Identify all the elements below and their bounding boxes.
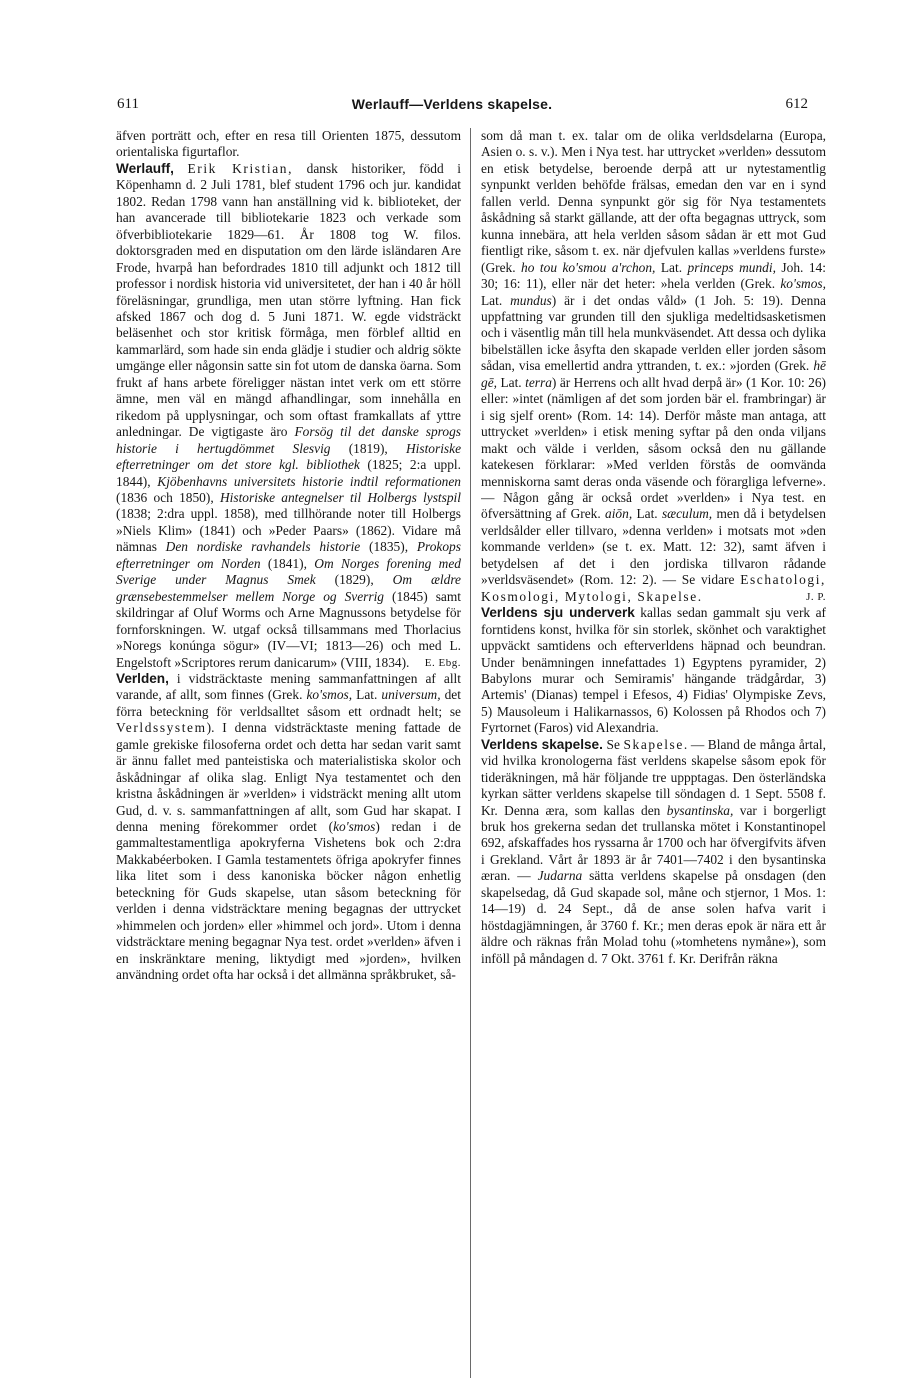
greek-term: hē gē,: [481, 358, 826, 390]
work-title: Prokops efterretninger om Norden: [116, 539, 461, 571]
cross-reference: Verldssystem: [116, 720, 207, 736]
work-title: Om ældre grænsebestemmelser mellem Norge og Sverrig: [116, 572, 461, 604]
greek-term: ko'smos: [333, 819, 376, 835]
author-signature: J. P.: [806, 590, 826, 603]
author-signature: E. Ebg.: [424, 656, 461, 669]
work-title: Kjöbenhavns universitets historie indtil reformationen: [157, 473, 461, 489]
left-page-number: 611: [117, 96, 139, 112]
work-title: Historiske antegnelser til Holbergs lystspil: [219, 489, 461, 505]
greek-term: ko'smos,: [780, 276, 826, 292]
cross-references: Eschatologi, Kosmologi, Mytologi, Skapelse.: [481, 572, 826, 604]
group-name: Judarna: [537, 868, 583, 884]
latin-term: universum,: [381, 687, 441, 703]
right-page-number: 612: [785, 96, 808, 112]
headword: Verldens sju underverk: [481, 605, 635, 621]
latin-term: mundus: [510, 292, 552, 308]
entry-werlauff: Werlauff, Erik Kristian, dansk historiker, född i Köpenhamn d. 2 Juli 1781, blef student 1796 och jur. kandidat 1802. Redan 1798 vann han anställning vid k. biblioteket, der han avancerade till bibliotekarie 1823 och verkade som öfverbibliotekarie 1829—61. År 1808 tog W. filos. doktorsgraden med en disputation om den lärde isländaren Are Frode, hvarpå han befordrades 1810 till adjunkt och 1812 till professor i nordisk historia vid universitetet, der han i 40 år höll föreläsningar, grundliga, men utan större lyftning. Han fick afsked 1867 och dog d. 5 Juni 1871. W. egde vidsträckt beläsenhet och stor kritisk förmåga, men förblef alltid en kammarlärd, som hade sin enda glädje i studier och aldrig sökte umgänge eller någonsin satte sin fot utom de danska öarna. Som frukt af hans arbete föreligger nästan intet verk om ett större ämne, men väl en mängd afhandlingar, som innehålla en rikedom på upplysningar, och som oftast framkallats af yttre anledningar. De vigtigaste äro Forsög til det danske sprogs historie i hertugdömmet Slesvig (1819), Historiske efterretninger om det store kgl. bibliothek (1825; 2:a uppl. 1844), Kjöbenhavns universitets historie indtil reformationen (1836 och 1850), Historiske antegnelser til Holbergs lystspil (1838; 2:dra uppl. 1858), med tillhörande noter till Holbergs »Niels Klim» (1841) och »Peder Paars» (1862). Vidare må nämnas Den nordiske ravhandels historie (1835), Prokops efterretninger om Norden (1841), Om Norges forening med Sverige under Magnus Smek (1829), Om ældre grænsebestemmelser mellem Norge og Sverrig (1845) samt skildringar af Oluf Worms och Arne Magnussons betydelse för fornforskningen. W. utgaf också tillsammans med Thorlacius »Noregs konúnga sögur» (IV—VI; 1813—26) och med L. Engelstoft »Scriptores rerum danicarum» (VIII, 1834). E. Ebg.: [116, 160, 461, 670]
headword: Werlauff,: [116, 160, 174, 176]
greek-term: ko'smos,: [306, 687, 353, 703]
latin-term: princeps mundi,: [687, 259, 776, 275]
work-title: Forsög til det danske sprogs historie i hertugdömmet Slesvig: [116, 424, 461, 456]
headword: Verlden,: [116, 670, 169, 686]
cross-reference: Skapelse: [623, 736, 684, 752]
latin-term: sæculum,: [661, 506, 713, 522]
entry-verlden-continued: som då man t. ex. talar om de olika verldsdelarna (Europa, Asien o. s. v.). Men i Nya test. har uttrycket »verlden» dessutom en etisk betydelse, beroende derpå att ur nytestamentlig synpunkt verlden behöfde frälsas, emedan den var en i synd fallen verld. Denna synpunkt gör sig för Nya testamentets åskådning så starkt gällande, att der ofta begagnas uttryck, som kunna innebära, att hela verlden såsom sådan är ett mot Gud fientligt rike, såsom t. ex. när djefvulen kallas »verldens furste» (Grek. ho tou ko'smou a'rchon, Lat. princeps mundi, Joh. 14: 30; 16: 11), eller när det heter: »hela verlden (Grek. ko'smos, Lat. mundus) är i det ondas våld» (1 Joh. 5: 19). Denna uppfattning var grunden till den sjukliga medeltidsasketismen och i väsentlig mån till hela munkväsendet. Att dessa och dylika bibelställen icke åsyfta den skapade verlden eller jorden såsom sådan, visa emellertid andra yttranden, t. ex.: »jorden (Grek. hē gē, Lat. terra) är Herrens och allt hvad derpå är» (1 Kor. 10: 26) eller: »intet (nämligen af det som jorden bär el. frambringar) är i sig sjelf orent» (Rom. 14: 14). Derför måste man antaga, att uttrycket »verlden» i etisk mening syftar på den onda viljans makt och välde i verlden, såsom också den nu gällande katekesen förklarar: »Med verlden förstås de oomvända menniskorna samt deras onda väsende och förargliga lefverne». — Någon gång är också ordet »verlden» i Nya test. en öfversättning af Grek. aiōn, Lat. sæculum, men då i betydelsen verldsålder eller tillvaro, »denna verlden» i motsats mot »den kommande verlden» (se t. ex. Matt. 12: 32), samt äfven i betydelsen af det i den jordiska tillvaron rådande »verldsväsendet» (Rom. 12: 2). — Se vidare Eschatologi, Kosmologi, Mytologi, Skapelse. J. P.: [481, 128, 826, 604]
right-column: [481, 128, 826, 1378]
latin-term: terra: [525, 374, 552, 390]
running-title: Werlauff—Verldens skapelse.: [351, 96, 553, 112]
era-name: bysantinska,: [666, 802, 734, 818]
person-name: Erik Kristian,: [187, 160, 294, 176]
continued-paragraph: äfven porträtt och, efter en resa till Orienten 1875, dessutom orientaliska figurtaflor.: [116, 128, 461, 160]
greek-term: ho tou ko'smou a'rchon,: [521, 259, 656, 275]
work-title: Om Norges forening med Sverige under Magnus Smek: [116, 555, 461, 588]
work-title: Historiske efterretninger om det store kgl. bibliothek: [116, 440, 461, 473]
entry-verldens-skapelse: Verldens skapelse. Se Skapelse. — Bland de många årtal, vid hvilka kronologerna fäst verldens skapelse såsom epok för tideräkningen, må här följande tre uppptagas. Den österländska kyrkan sätter verldens skapelse till söndagen d. 1 Sept. 5508 f. Kr. Denna æra, som kallas den bysantinska, var i borgerligt bruk hos grekerna sedan det trullanska mötet i Konstantinopel 692, afskaffades hos ryssarna år 1700 och har öfvergifvits äfven i Grekland. Vårt år 1893 är år 7401—7402 i den bysantinska æran. — Judarna sätta verldens skapelse på onsdagen (den skapelsedag, då Gud skapade sol, måne och stjernor, 1 Mos. 1: 14—19) d. 24 Sept., då de anse solen hafva varit i höstdagjämningen, år 3760 f. Kr.; men deras epok är nära ett år äldre och räknas från Molad tohu (»tomhetens nymåne»), som inföll på måndagen d. 7 Okt. 3761 f. Kr. Derifrån räkna: [481, 736, 826, 966]
headword: Verldens skapelse.: [481, 736, 603, 752]
left-column: [116, 128, 461, 1378]
entry-sju-underverk: Verldens sju underverk kallas sedan gammalt sju verk af forntidens konst, hvilka för sin storlek, skönhet och varaktighet uppväckt samtidens och efterverldens häpnad och beundran. Under benämningen innefattades 1) Egyptens pyramider, 2) Babylons murar och Semiramis' hängande trädgårdar, 3) Artemis' (Dianas) tempel i Efesos, 4) Fidias' Olympiske Zevs, 5) Mausoleum i Halikarnassos, 6) Kolossen på Rhodos och 7) Fyrtornet (Faros) vid Alexandria.: [481, 605, 826, 736]
work-title: Den nordiske ravhandels historie: [165, 539, 361, 555]
column-divider: [470, 128, 471, 1378]
entry-verlden: Verlden, i vidsträcktaste mening sammanfattningen af allt varande, af allt, som finnes (Grek. ko'smos, Lat. universum, det förra beteckning för verldsalltet såsom ett ordnadt helt; se Verldssystem). I denna vidsträcktaste mening fattade de gamle grekiske filosoferna ordet och detta har sedan varit samt är ännu fallet med panteistiska och materialistiska skolor och åskådningar af olika slag. Enligt Nya testamentet och den kristna åskådningen är »verlden» i vidsträckt mening allt utom Gud, d. v. s. sammanfattningen af allt, som Gud har skapat. I denna mening förekommer ordet (ko'smos) redan i de gammaltestamentliga apokryferna Vishetens bok och 2:dra Makkabéerboken. I Gamla testamentets öfriga apokryfer finnes lika litet som i dess kanoniska böcker någon enhetlig beteckning för Guds skapelse, utan såsom beteckning för verlden i denna vidsträcktare mening begagnas der uttrycket »himmelen och jorden» eller »himmel och jord». Utom i denna vidsträcktare mening begagnar Nya test. ordet »verlden» äfven i en inskränktare mening, liktydigt med »jorden», hvilken användning ordet ofta har också i det allmänna språkbruket, så-: [116, 670, 461, 983]
greek-term: aiōn,: [605, 506, 633, 522]
